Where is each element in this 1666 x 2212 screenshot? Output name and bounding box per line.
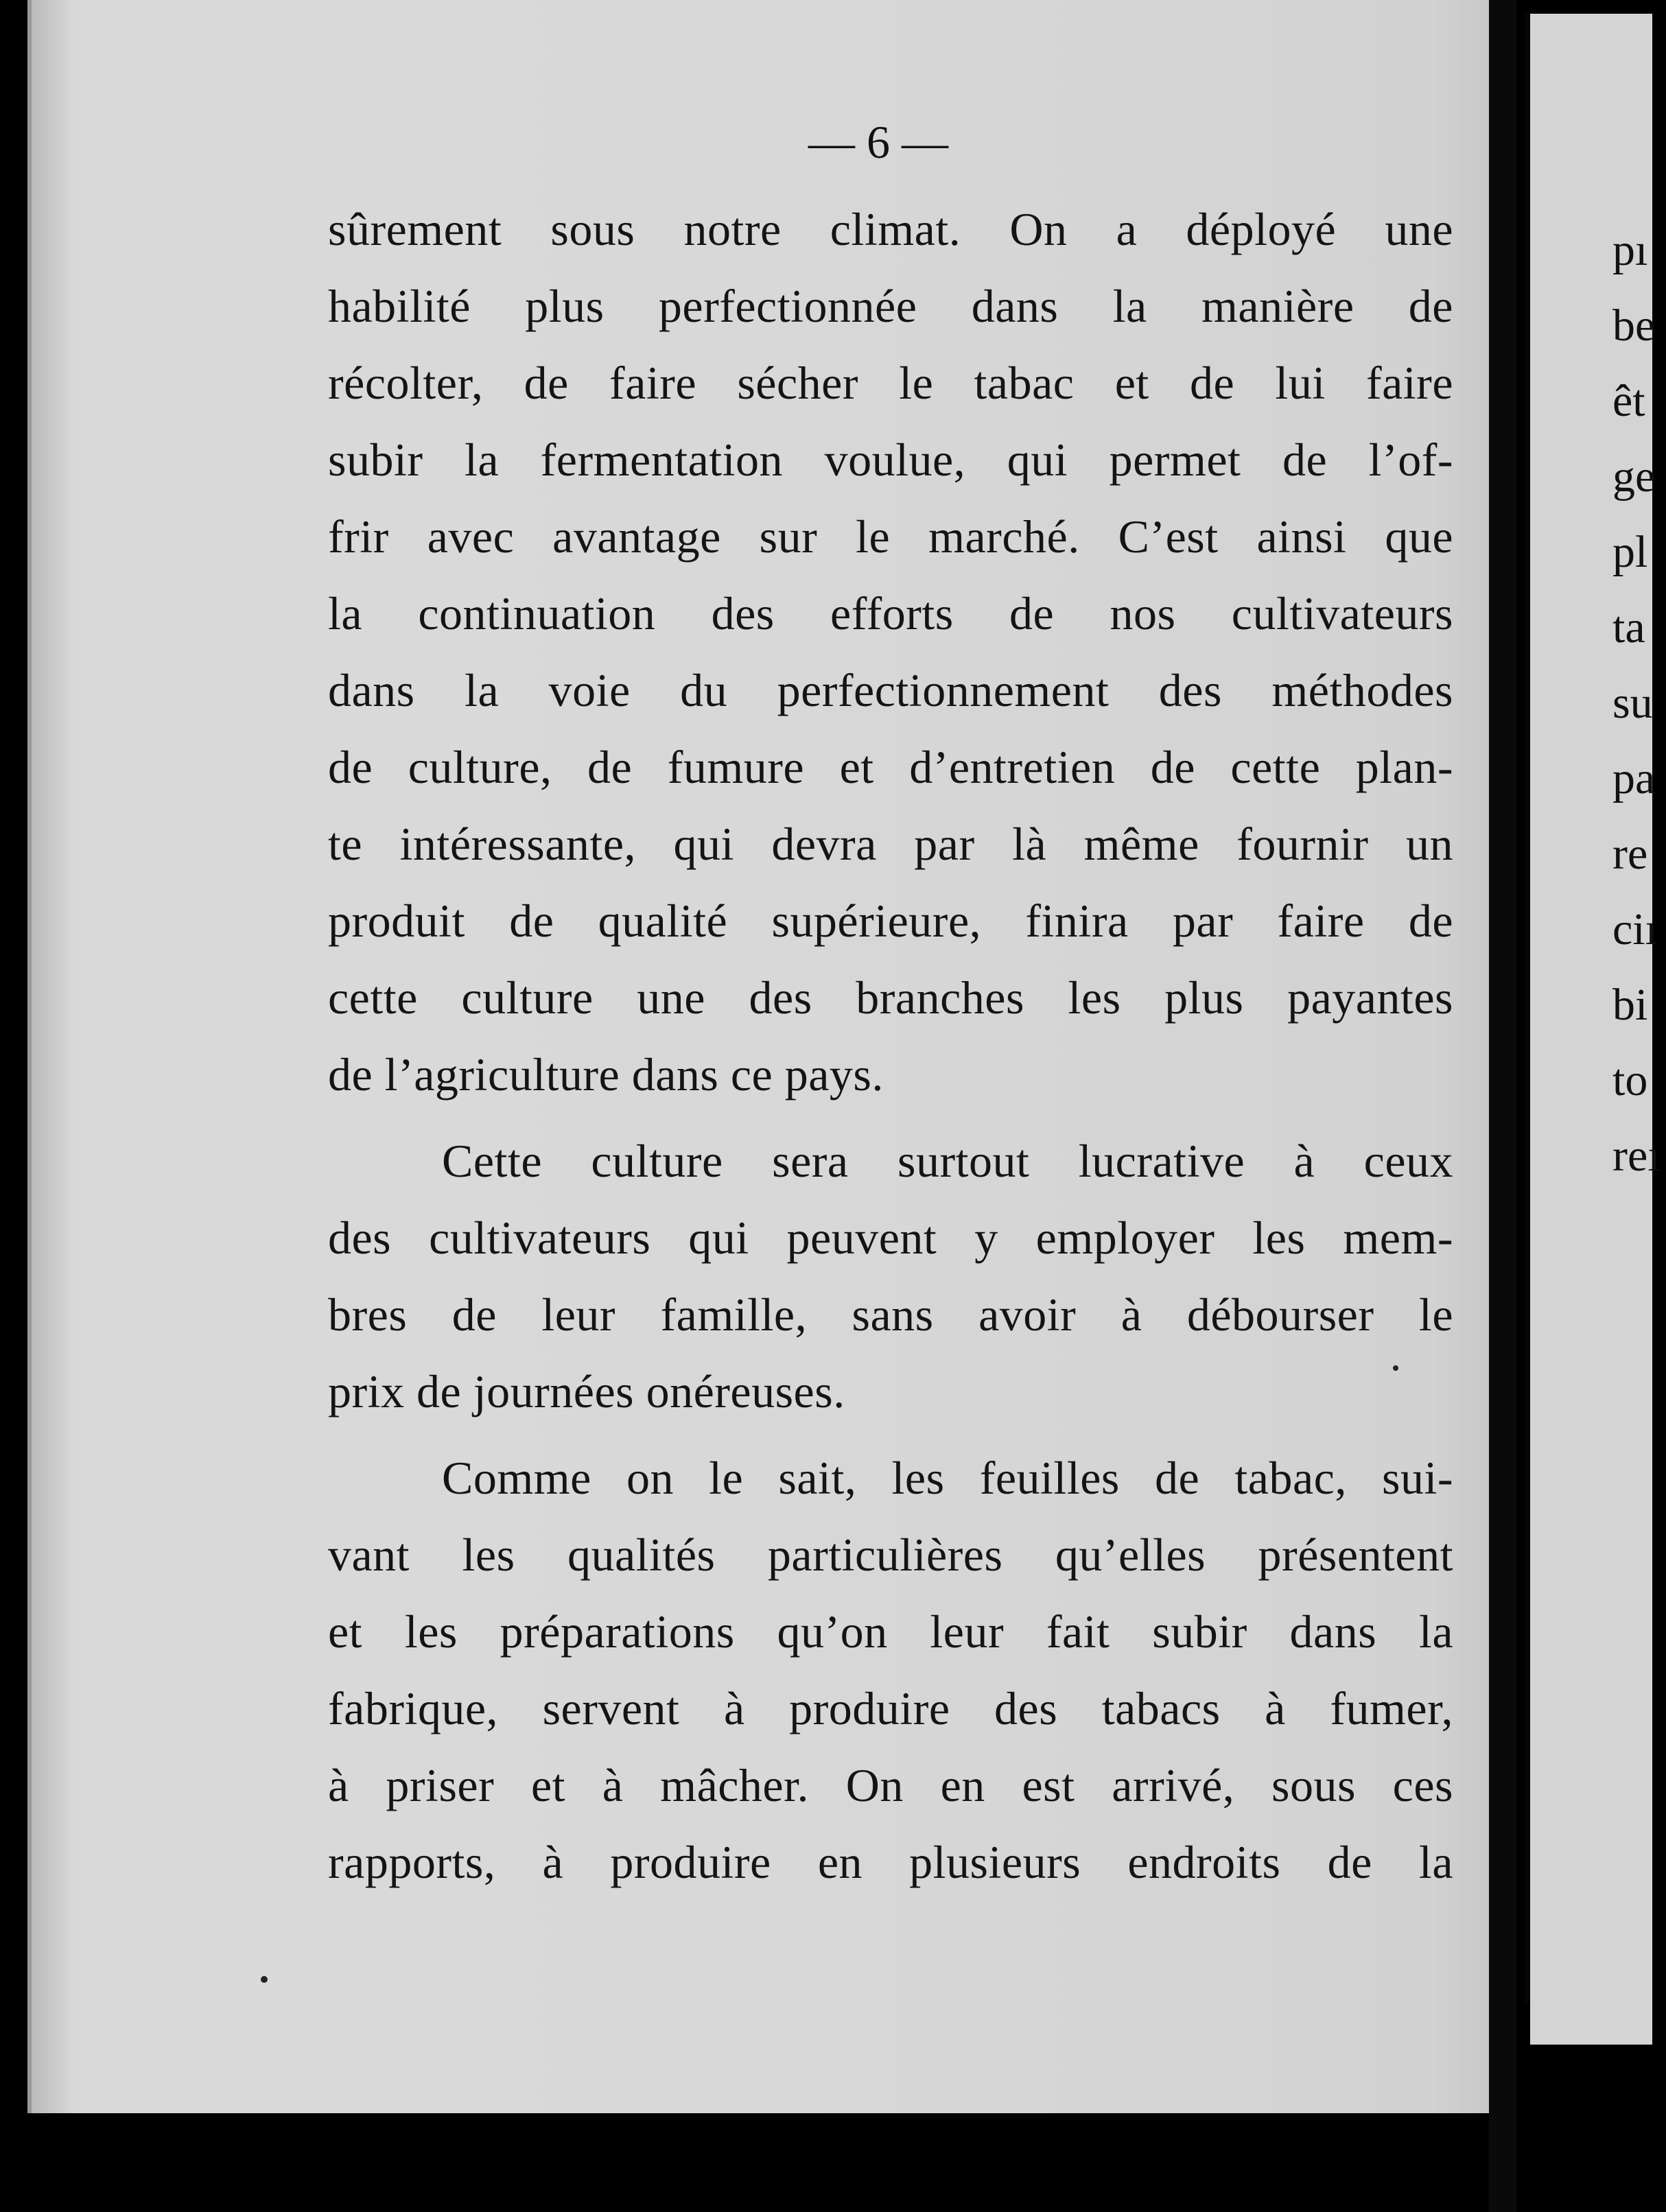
next-page-fragment: ge	[1612, 451, 1656, 502]
next-page-fragment: su	[1612, 678, 1653, 728]
text-line: des cultivateurs qui peuvent y employer les mem-	[328, 1212, 1453, 1264]
page-number-text: — 6 —	[808, 116, 948, 168]
text-line: rapports, à produire en plusieurs endroits de la	[328, 1836, 1453, 1888]
next-page-fragment: êt	[1612, 376, 1645, 426]
text-line: vant les qualités particulières qu’elles présentent	[328, 1529, 1453, 1581]
next-page-fragment: re	[1612, 829, 1648, 879]
scan-border-bottom	[0, 2113, 1489, 2212]
text-line: la continuation des efforts de nos cultivateurs	[328, 587, 1453, 639]
text-line: frir avec avantage sur le marché. C’est ainsi que	[328, 510, 1453, 563]
next-page-fragment: to	[1612, 1055, 1648, 1105]
text-line: sûrement sous notre climat. On a déployé une	[328, 203, 1453, 255]
next-page-fragment: bi	[1612, 980, 1648, 1030]
scan-speck	[1393, 1365, 1398, 1371]
page-edge	[27, 0, 69, 2113]
next-page-fragment: ta	[1612, 602, 1645, 652]
next-page-fragment: reı	[1612, 1131, 1661, 1181]
text-line: Comme on le sait, les feuilles de tabac, sui-	[442, 1452, 1453, 1504]
text-line: fabrique, servent à produire des tabacs à fumer,	[328, 1682, 1453, 1734]
right-page-fragment	[1530, 14, 1661, 2045]
scan-speck	[261, 1976, 268, 1983]
book-gutter	[1489, 0, 1516, 2212]
text-line: prix de journées onéreuses.	[328, 1365, 845, 1417]
next-page-fragment: pa	[1612, 753, 1656, 803]
text-line: récolter, de faire sécher le tabac et de lui faire	[328, 357, 1453, 409]
text-line: bres de leur famille, sans avoir à débourser le	[328, 1289, 1453, 1341]
text-line: produit de qualité supérieure, finira par faire de	[328, 895, 1453, 947]
text-line: te intéressante, qui devra par là même fournir un	[328, 818, 1453, 870]
text-line: et les préparations qu’on leur fait subir dans la	[328, 1605, 1453, 1658]
next-page-fragment: ciı	[1612, 904, 1658, 954]
text-line: habilité plus perfectionnée dans la manière de	[328, 280, 1453, 332]
text-line: dans la voie du perfectionnement des méthodes	[328, 664, 1453, 716]
text-line: Cette culture sera surtout lucrative à ceux	[442, 1135, 1453, 1187]
text-line: à priser et à mâcher. On en est arrivé, sous ces	[328, 1759, 1453, 1811]
text-line: de culture, de fumure et d’entretien de cette plan-	[328, 741, 1453, 793]
text-line: subir la fermentation voulue, qui permet de l’of-	[328, 434, 1453, 486]
text-line: de l’agriculture dans ce pays.	[328, 1048, 884, 1101]
text-line: cette culture une des branches les plus payantes	[328, 972, 1453, 1024]
next-page-fragment: be	[1612, 301, 1656, 351]
next-page-fragment: pl	[1612, 527, 1648, 577]
next-page-fragment: pı	[1612, 225, 1648, 275]
